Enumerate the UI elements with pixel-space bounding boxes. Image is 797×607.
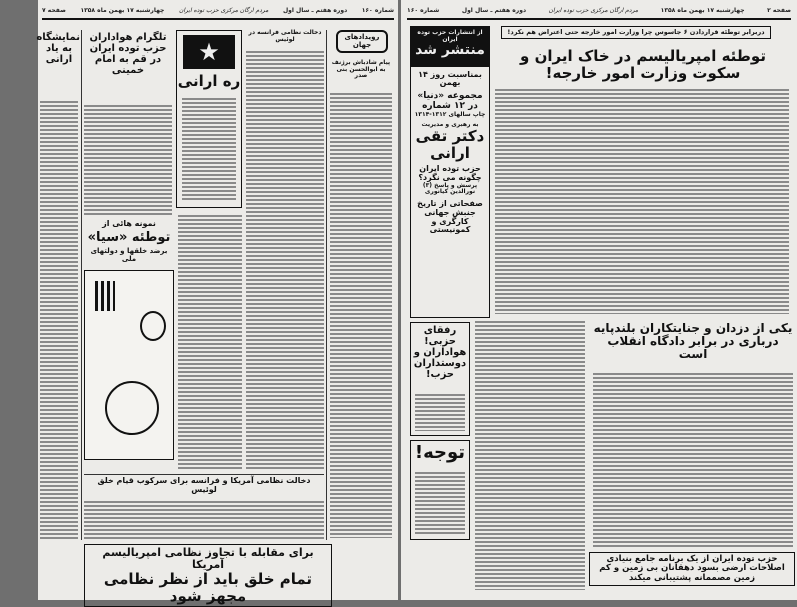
series: دوره هفتم ـ سال اول	[282, 6, 348, 14]
right-page-header	[407, 3, 791, 20]
world-events-logo: رویدادهای جهان	[336, 30, 388, 53]
masthead: مردم ارگان مرکزی حزب توده ایران	[548, 6, 639, 14]
masthead: مردم ارگان مرکزی حزب توده ایران	[178, 6, 269, 14]
notice-title: توجه!	[414, 442, 466, 463]
telegram-headline: تلگرام هواداران حزب توده ایران در قم به امام خمینی	[89, 32, 167, 76]
occasion: بمناسبت روز ۱۴ بهمن	[418, 69, 482, 88]
date: چهارشنبه ۱۷ بهمن ماه ۱۳۵۸	[80, 6, 165, 14]
star-emblem-icon: ★	[183, 35, 235, 69]
series: دوره هفتم ـ سال اول	[461, 6, 527, 14]
publisher: از انتشارات حزب توده ایران	[417, 29, 483, 43]
notice-box	[410, 440, 470, 540]
body-text	[593, 372, 793, 548]
cartoon-image	[84, 270, 174, 460]
collection: مجموعه «دنیا» در ۱۲ شماره	[417, 91, 483, 112]
body-text	[178, 214, 242, 470]
left-page-header	[42, 3, 394, 20]
body-text	[415, 471, 465, 535]
body-text	[84, 104, 172, 216]
bottom-headline-box: حزب توده ایران از یک برنامه جامع بنیادی اصلاحات ارضی بسود دهقانان بی زمین و کم زمین مصممانه پشتیبانی میکند	[589, 552, 795, 586]
left-page	[36, 0, 398, 605]
promo-header	[411, 27, 489, 67]
cartoon-title: نمونه هائی از	[102, 219, 156, 228]
figure-face-icon	[140, 311, 166, 341]
mid-headline: دخالت نظامی آمریکا و فرانسه برای سرکوب قیام خلق لوئیس	[97, 476, 311, 494]
page-number: صفحه ۷	[42, 6, 66, 14]
bottom-headline-line1: برای مقابله با تجاوز نظامی امپریالیسم آمریکا	[102, 546, 314, 572]
issue-number: شماره ۱۶۰	[407, 6, 440, 14]
body-text	[495, 88, 789, 314]
cartoon-headline: توطئه «سیا»	[87, 230, 171, 245]
body-text	[415, 393, 465, 431]
subhead-box: دربرابر توطئه قراردادن ۶ جاسوس چرا وزارت امور خارجه حتی اعتراض هم نکرد!	[501, 26, 771, 39]
comrades-title: رفقای حزبی! هواداران و دوستداران حزب!	[413, 325, 467, 380]
issue-number: شماره ۱۶۰	[361, 6, 394, 14]
poem-text	[182, 97, 236, 201]
editor: دکتر تقی ارانی	[415, 127, 485, 162]
body-text	[40, 100, 78, 540]
book1-author: نورالدین کیانوری	[424, 188, 476, 196]
book1-sub: پرسش و پاسخ (۳)	[422, 181, 478, 189]
france-article-title: دخالت نظامی فرانسه در لوئیس	[248, 29, 322, 43]
comrades-box	[410, 322, 470, 436]
world-item-title: پیام شادباش برژنف به ابوالحسن بنی صدر	[331, 59, 391, 80]
book2: صفحاتی از تاریخ جنبش جهانی کارگری و کمونیستی	[417, 198, 483, 235]
exhibition-headline: نمایشگاه به یاد ارانی	[36, 32, 80, 65]
promo-title: منتشر شد	[415, 42, 485, 59]
book1: حزب توده ایران چگونه می نگرد؟	[418, 164, 482, 182]
secondary-headline: یکی از دزدان و جنایتکاران بلندپایه درباری در برابر دادگاه انقلاب است	[593, 321, 793, 362]
date: چهارشنبه ۱۷ بهمن ماه ۱۳۵۸	[660, 6, 745, 14]
bottom-headline-box	[84, 544, 332, 607]
body-text	[84, 500, 324, 540]
poem-title: ره ارانی	[177, 72, 241, 90]
body-text	[330, 92, 392, 538]
body-text	[246, 50, 324, 470]
page-number: صفحه ۲	[767, 6, 791, 14]
editor-prefix: به رهبری و مدیریت	[421, 120, 479, 128]
main-headline: توطئه امپریالیسم در خاک ایران و سکوت وزارت امور خارجه!	[520, 47, 766, 82]
right-page	[401, 0, 797, 600]
promo-box	[410, 26, 490, 318]
poem-box	[176, 30, 242, 208]
bottom-headline-line2: تمام خلق باید از نظر نظامی مجهز شود	[103, 570, 313, 605]
reprint: چاپ سالهای ۱۳۱۲-۱۳۱۴	[414, 110, 486, 118]
body-text	[475, 320, 585, 590]
uncle-sam-hat-icon	[95, 281, 115, 311]
apple-globe-icon	[105, 381, 159, 435]
cartoon-subtitle: برضد خلقها و دولتهای ملی	[90, 247, 168, 263]
